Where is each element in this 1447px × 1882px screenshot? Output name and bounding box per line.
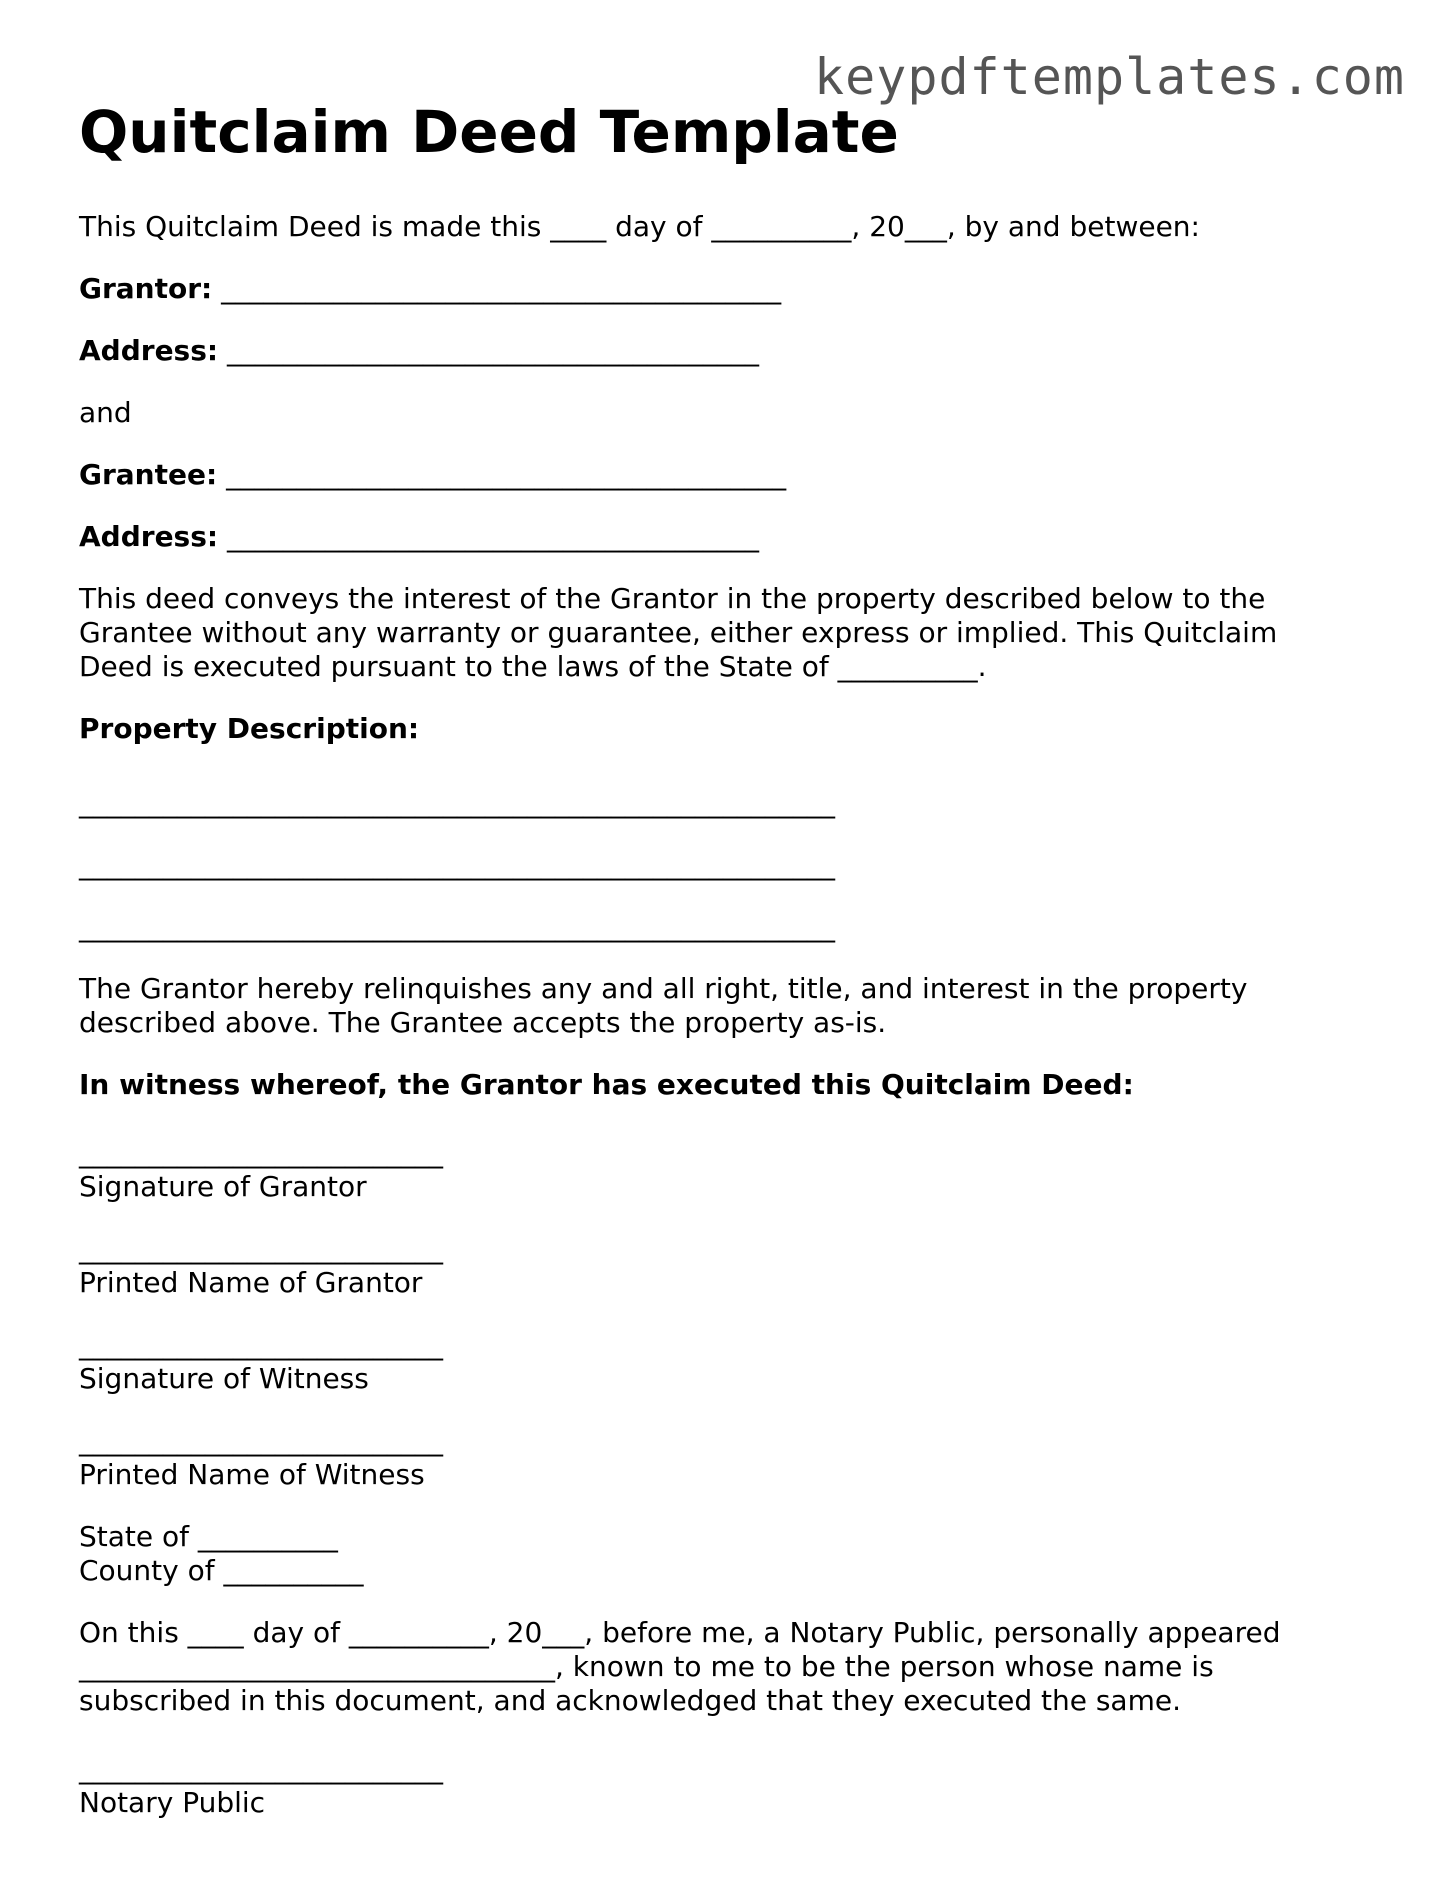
property-line: ______________________________________________________ xyxy=(79,847,835,881)
grantor-field xyxy=(79,272,1339,306)
county-line: County of __________ xyxy=(79,1553,364,1587)
grantee-label: Grantee: xyxy=(79,457,218,491)
signature-line: __________________________ xyxy=(79,1231,443,1265)
relinquish-paragraph: The Grantor hereby relinquishes any and all right, title, and interest in the property described above. The Grantee accepts the property as-is. xyxy=(79,971,1257,1039)
property-heading: Property Description: xyxy=(79,711,420,745)
property-description-lines xyxy=(79,786,1339,944)
notary-paragraph: On this ____ day of __________, 20___, before me, a Notary Public, personally appeared __________________________________, known to me to be the person whose name is subscribed in this document, and acknowledged that they executed the same. xyxy=(79,1615,1290,1717)
grantee-address-blank: ______________________________________ xyxy=(218,519,759,553)
signature-block-printed-grantor xyxy=(79,1232,1339,1300)
grantor-label: Grantor: xyxy=(79,271,213,305)
grantor-address-field xyxy=(79,334,1339,368)
document-body xyxy=(79,98,1339,1882)
signature-label: Printed Name of Grantor xyxy=(79,1265,423,1299)
grantee-address-field xyxy=(79,520,1339,554)
signature-block-printed-witness xyxy=(79,1424,1339,1492)
grantor-blank: ________________________________________ xyxy=(212,271,782,305)
intro-paragraph: This Quitclaim Deed is made this ____ day of __________, 20___, by and between: xyxy=(79,209,1200,243)
signature-line: __________________________ xyxy=(79,1327,443,1361)
grantee-blank: ________________________________________ xyxy=(217,457,787,491)
and-text: and xyxy=(79,395,132,429)
property-line: ______________________________________________________ xyxy=(79,909,835,943)
signature-label: Signature of Witness xyxy=(79,1361,369,1395)
venue-block xyxy=(79,1520,1339,1588)
signature-block-notary xyxy=(79,1752,1339,1820)
grantee-address-label: Address: xyxy=(79,519,219,553)
grantor-address-label: Address: xyxy=(79,333,219,367)
grantee-field xyxy=(79,458,1339,492)
signature-label: Signature of Grantor xyxy=(79,1169,367,1203)
property-line: ______________________________________________________ xyxy=(79,785,835,819)
signature-line: __________________________ xyxy=(79,1423,443,1457)
signature-block-witness xyxy=(79,1328,1339,1396)
signature-block-grantor xyxy=(79,1136,1339,1204)
signature-label: Notary Public xyxy=(79,1785,266,1819)
witness-heading: In witness whereof, the Grantor has executed this Quitclaim Deed: xyxy=(79,1067,1134,1101)
watermark: keypdftemplates.com xyxy=(814,48,1405,106)
state-line: State of __________ xyxy=(79,1519,338,1553)
grantor-address-blank: ______________________________________ xyxy=(218,333,759,367)
signature-label: Printed Name of Witness xyxy=(79,1457,425,1491)
conveyance-paragraph: This deed conveys the interest of the Grantor in the property described below to the Grantee without any warranty or guarantee, either express or implied. This Quitclaim Deed is executed pursuant to the laws of the State of __________. xyxy=(79,581,1287,683)
signature-line: __________________________ xyxy=(79,1135,443,1169)
signature-line: __________________________ xyxy=(79,1751,443,1785)
page-title: Quitclaim Deed Template xyxy=(79,98,899,166)
